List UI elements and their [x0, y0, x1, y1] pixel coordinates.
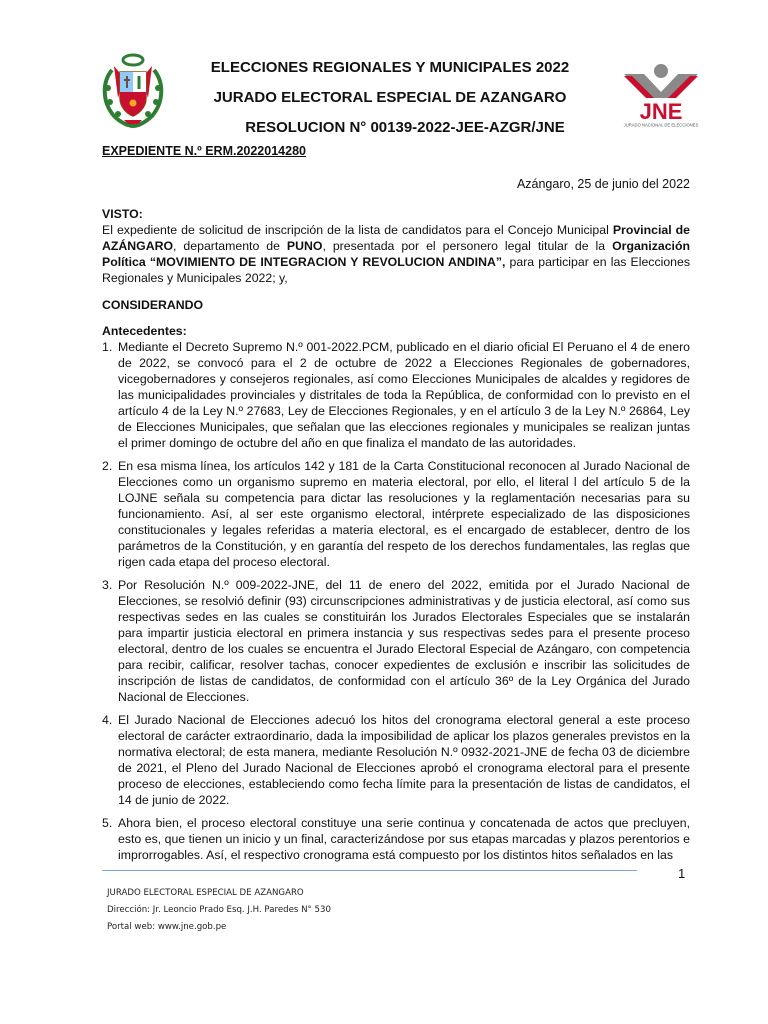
antecedentes-list [102, 339, 690, 863]
document-date: Azángaro, 25 de junio del 2022 [516, 177, 690, 191]
visto-text-4: para participar en las Elecciones Regionales y Municipales 2022; y, [102, 255, 691, 285]
list-item [102, 339, 690, 451]
header-title-jury: JURADO ELECTORAL ESPECIAL DE AZANGARO [213, 89, 567, 106]
visto-heading: VISTO: [102, 207, 143, 221]
header-titles [180, 58, 600, 138]
visto-province: Provincial de AZÁNGARO [102, 223, 690, 253]
visto-text-3: , presentada por el personero legal titular de la [322, 239, 613, 253]
list-item [102, 815, 690, 863]
document-body [102, 206, 690, 870]
list-item [102, 577, 690, 705]
jne-logo-text: JNE [639, 99, 683, 124]
considerando-heading: CONSIDERANDO [102, 298, 204, 312]
visto-paragraph [102, 222, 690, 286]
list-item-number: 3. [102, 578, 113, 592]
page-number: 1 [678, 866, 686, 881]
list-item-number: 4. [102, 713, 113, 727]
list-item-number: 1. [102, 340, 113, 354]
coat-of-arms-icon [98, 52, 168, 128]
list-item-text: En esa misma línea, los artículos 142 y 181 de la Carta Constitucional reconocen al Jurado Nacional de Elecciones como un organismo supremo en materia electoral, por ello, el literal l del artículo 5 de la LOJNE señala su competencia para dictar las resoluciones y la reglamentación necesarias para su funcionamiento. Así, al ser este organismo electoral, intérprete especializado de las disposiciones constitucionales y legales referidas a materia electoral, es el encargado de establecer, dentro de los parámetros de la Constitución, y en garantía del respeto de los derechos fundamentales, las reglas que rigen cada etapa del proceso electoral. [118, 459, 690, 569]
list-item-text: Mediante el Decreto Supremo N.º 001-2022.PCM, publicado en el diario oficial El Peruano el 4 de enero de 2022, se convocó para el 2 de octubre de 2022 a Elecciones Regionales de gobernadores, vicegobernadores y consejeros regionales, así como Elecciones Municipales de alcaldes y regidores de las municipalidades provinciales y distritales de toda la República, de conformidad con lo previsto en el artículo 4 de la Ley N.º 27683, Ley de Elecciones Regionales, y en el artículo 3 de la Ley N.º 26864, Ley de Elecciones Municipales, que señalan que las elecciones regionales y municipales se realizan juntas el primer domingo de octubre del año en que finaliza el mandato de las autoridades. [118, 340, 690, 450]
footer-divider [102, 870, 637, 871]
list-item [102, 458, 690, 570]
visto-organization: Organización Política “MOVIMIENTO DE INTEGRACION Y REVOLUCION ANDINA”, [102, 239, 690, 269]
resolution-number: RESOLUCION N° 00139-2022-JEE-AZGR/JNE [245, 119, 565, 136]
footer-office: JURADO ELECTORAL ESPECIAL DE AZANGARO [107, 888, 304, 898]
footer-address: Dirección: Jr. Leoncio Prado Esq. J.H. Paredes N° 530 [107, 905, 331, 915]
list-item-text: El Jurado Nacional de Elecciones adecuó los hitos del cronograma electoral general a este proceso electoral de carácter extraordinario, dada la imposibilidad de aplicar los plazos generales previstos en la normativa electoral; de esta manera, mediante Resolución N.º 0932-2021-JNE de fecha 03 de diciembre de 2021, el Pleno del Jurado Nacional de Elecciones aprobó el cronograma electoral para el presente proceso de elecciones, estableciendo como fecha límite para la presentación de listas de candidatos, el 14 de junio de 2022. [118, 713, 690, 807]
visto-text-2: , departamento de [173, 239, 287, 253]
footer-website: Portal web: www.jne.gob.pe [107, 922, 227, 932]
list-item [102, 712, 690, 808]
list-item-text: Por Resolución N.º 009-2022-JNE, del 11 de enero del 2022, emitida por el Jurado Nacional de Elecciones, se resolvió definir (93) circunscripciones administrativas y de justicia electoral, así como sus respectivas sedes en las cuales se constituirán los Jurados Electorales Especiales que se instalarán para impartir justicia electoral en primera instancia y sus respectivas sedes para el presente proceso electoral, dentro de los cuales se encuentra el Jurado Electoral Especial de Azángaro, con competencia para recibir, calificar, resolver tachas, conocer expedientes de exclusión e inscribir las solicitudes de inscripción de listas de candidatos, de conformidad con el artículo 36º de la Ley Orgánica del Jurado Nacional de Elecciones. [118, 578, 690, 704]
footer [107, 885, 331, 936]
visto-department: PUNO [286, 239, 323, 253]
header-title-elections: ELECCIONES REGIONALES Y MUNICIPALES 2022 [210, 59, 570, 76]
jne-logo [614, 62, 708, 128]
visto-text-1: El expediente de solicitud de inscripción de la lista de candidatos para el Concejo Municipal [102, 223, 613, 237]
expediente-number: EXPEDIENTE N.º ERM.2022014280 [102, 144, 306, 158]
list-item-number: 2. [102, 459, 113, 473]
list-item-number: 5. [102, 816, 113, 830]
list-item-text: Ahora bien, el proceso electoral constituye una serie continua y concatenada de actos que precluyen, esto es, que tienen un inicio y un final, caracterizándose por sus etapas marcadas y plazos perentorios e improrrogables. Así, el respectivo cronograma está compuesto por los distintos hitos señalados en las [118, 816, 690, 862]
jne-logo-subtext: JURADO NACIONAL DE ELECCIONES [623, 122, 699, 128]
antecedentes-heading: Antecedentes: [102, 324, 187, 338]
